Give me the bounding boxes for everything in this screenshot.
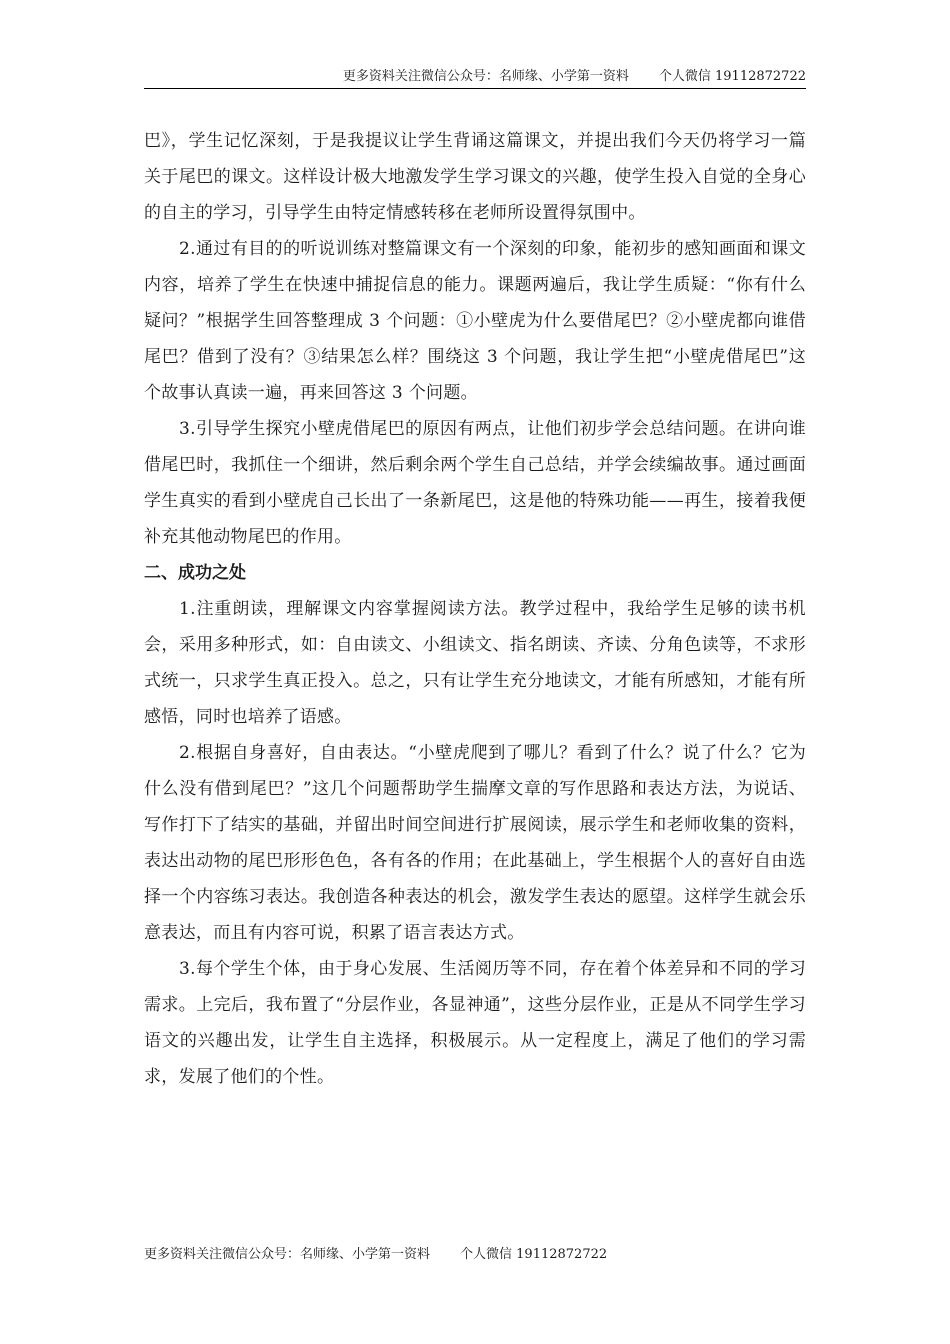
section-heading-success: 二、成功之处 [144,563,246,583]
footer-wechat-account: 更多资料关注微信公众号：名师缘、小学第一资料 [144,1247,431,1262]
paragraph-intro-continued: 巴》，学生记忆深刻，于是我提议让学生背诵这篇课文，并提出我们今天仍将学习一篇关于尾巴的课文。这样设计极大地激发学生学习课文的兴趣，使学生投入自觉的全身心的自主的学习，引导学生由特定情感转移在老师所设置得氛围中。 [144,131,806,223]
header-personal-wechat: 个人微信 19112872722 [658,69,806,84]
document-body [144,123,806,1095]
footer-personal-wechat: 个人微信 19112872722 [460,1247,608,1262]
paragraph-point-3: 3.引导学生探究小壁虎借尾巴的原因有两点，让他们初步学会总结问题。在讲向谁借尾巴时，我抓住一个细讲，然后剩余两个学生自己总结，并学会续编故事。通过画面学生真实的看到小壁虎自己长出了一条新尾巴，这是他的特殊功能——再生，接着我便补充其他动物尾巴的作用。 [144,419,806,547]
paragraph-success-3: 3.每个学生个体，由于身心发展、生活阅历等不同，存在着个体差异和不同的学习需求。上完后，我布置了“分层作业，各显神通”，这些分层作业，正是从不同学生学习语文的兴趣出发，让学生自主选择，积极展示。从一定程度上，满足了他们的学习需求，发展了他们的个性。 [144,959,806,1087]
paragraph-point-2: 2.通过有目的的听说训练对整篇课文有一个深刻的印象，能初步的感知画面和课文内容，培养了学生在快速中捕捉信息的能力。课题两遍后，我让学生质疑：“你有什么疑问？”根据学生回答整理成 3 个问题：①小壁虎为什么要借尾巴？②小壁虎都向谁借尾巴？借到了没有？③结果怎么样？围绕这 3 个问题，我让学生把“小壁虎借尾巴”这个故事认真读一遍，再来回答这 3 个问题。 [144,239,806,403]
paragraph-success-1: 1.注重朗读，理解课文内容掌握阅读方法。教学过程中，我给学生足够的读书机会，采用多种形式，如：自由读文、小组读文、指名朗读、齐读、分角色读等，不求形式统一，只求学生真正投入。总之，只有让学生充分地读文，才能有所感知，才能有所感悟，同时也培养了语感。 [144,599,806,727]
page-header [144,66,806,88]
header-wechat-account: 更多资料关注微信公众号：名师缘、小学第一资料 [342,69,629,84]
paragraph-success-2: 2.根据自身喜好，自由表达。“小壁虎爬到了哪儿？看到了什么？说了什么？它为什么没有借到尾巴？”这几个问题帮助学生揣摩文章的写作思路和表达方法，为说话、写作打下了结实的基础，并留出时间空间进行扩展阅读，展示学生和老师收集的资料，表达出动物的尾巴形形色色，各有各的作用；在此基础上，学生根据个人的喜好自由选择一个内容练习表达。我创造各种表达的机会，激发学生表达的愿望。这样学生就会乐意表达，而且有内容可说，积累了语言表达方式。 [144,743,806,943]
page-footer [144,1244,607,1266]
header-divider [144,88,806,89]
